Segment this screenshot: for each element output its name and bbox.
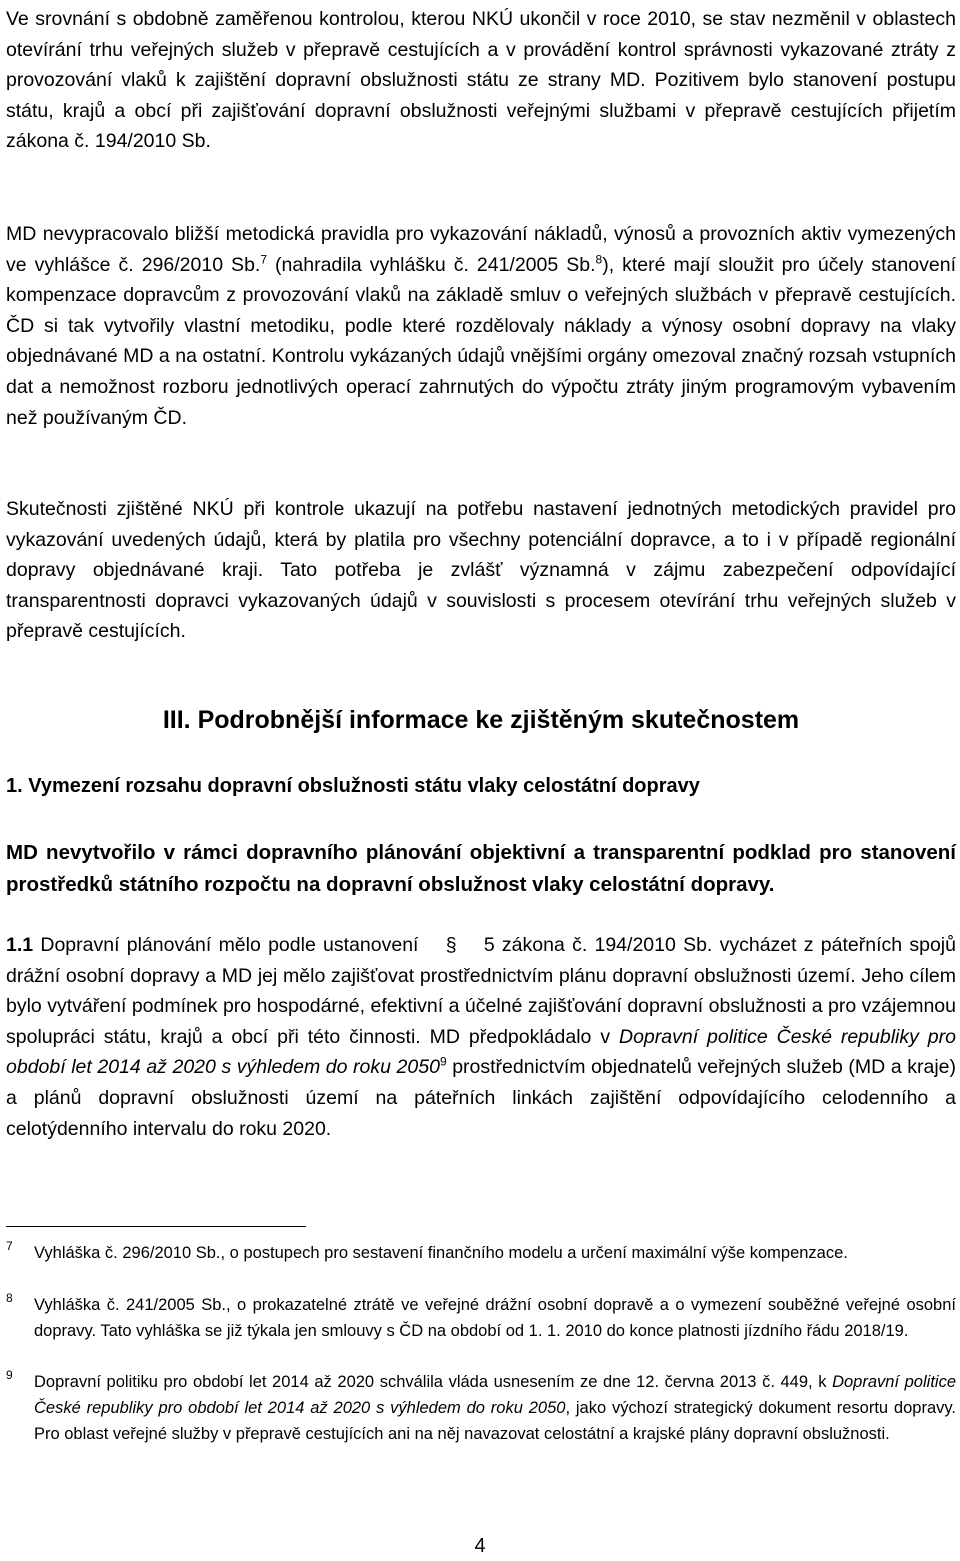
footnote-text-part: Dopravní politiku pro období let 2014 až 2020 schválila vláda usnesením ze dne 12. června 2013 č. 449, k	[34, 1373, 833, 1391]
footnote-ref-8[interactable]: 8	[595, 252, 603, 267]
footnote-number: 8	[6, 1291, 13, 1305]
paragraph-comparison: Ve srovnání s obdobně zaměřenou kontrolou, kterou NKÚ ukončil v roce 2010, se stav nezměnil v oblastech otevírání trhu veřejných služeb v přepravě cestujících a v provádění kontrol správnosti vykazované ztráty z provozování vlaků k zajištění dopravní obslužnosti státu ze strany MD. Pozitivem bylo stanovení postupu státu, krajů a obcí při zajišťování dopravní obslužnosti veřejnými službami v přepravě cestujících přijetím zákona č. 194/2010 Sb.	[6, 8, 956, 153]
footnote-8	[6, 1292, 956, 1344]
footnote-number: 7	[6, 1239, 13, 1253]
paragraph-text: ), které mají sloužit pro účely stanovení kompenzace dopravcům z provozování vlaků na základě smluv o veřejných službách v přepravě cestujících. ČD si tak vytvořily vlastní metodiku, podle které rozdělovaly náklady a výnosy osobní dopravy na vlaky objednávané MD a na ostatní. Kontrolu vykázaných údajů vnějšími orgány omezoval značný rozsah vstupních dat a nemožnost rozboru jednotlivých operací zahrnutých do výpočtu ztráty jiným programovým vybavením než používaným ČD.	[6, 253, 956, 429]
paragraph-text: (nahradila vyhlášku č. 241/2005 Sb.	[267, 253, 596, 276]
subsection-heading: 1. Vymezení rozsahu dopravní obslužnosti státu vlaky celostátní dopravy	[6, 775, 700, 797]
paragraph-findings: Skutečnosti zjištěné NKÚ při kontrole ukazují na potřebu nastavení jednotných metodických pravidel pro vykazování uvedených údajů, která by platila pro všechny potenciální dopravce, a to i v případě regionální dopravy objednávané kraji. Tato potřeba je zvlášť významná v zájmu zabezpečení odpovídající transparentnosti dopravci vykazovaných údajů v souvislosti s procesem otevírání trhu veřejných služeb v přepravě cestujících.	[6, 498, 956, 643]
footnote-number: 9	[6, 1368, 13, 1382]
paragraph-number: 1.1	[6, 934, 34, 956]
paragraph-text: prostřednictvím objednatelů veřejných služeb (MD a kraje) a plánů dopravní obslužnosti území na páteřních linkách zajištění odpovídajícího celodenního a celotýdenního intervalu do roku 2020.	[6, 1056, 956, 1140]
policy-title: Dopravní politice České republiky pro období let 2014 až 2020 s výhledem do roku 2050	[34, 1373, 956, 1417]
footnote-separator	[6, 1226, 306, 1227]
page-number: 4	[474, 1535, 486, 1557]
paragraph-methodology	[6, 219, 956, 433]
finding-summary: MD nevytvořilo v rámci dopravního plánování objektivní a transparentní podklad pro stanovení prostředků státního rozpočtu na dopravní obslužnost vlaky celostátní dopravy.	[6, 841, 956, 896]
section-heading: III. Podrobnější informace ke zjištěným skutečnostem	[162, 706, 800, 734]
footnote-7	[6, 1240, 956, 1266]
footnote-text: Vyhláška č. 296/2010 Sb., o postupech pro sestavení finančního modelu a určení maximální výše kompenzace.	[34, 1244, 848, 1262]
section-sign: §	[445, 934, 457, 956]
footnote-ref-9[interactable]: 9	[439, 1054, 447, 1069]
footnote-9	[6, 1369, 956, 1447]
policy-title: Dopravní politice České republiky pro období let 2014 až 2020 s výhledem do roku 2050	[6, 1025, 956, 1079]
paragraph-1-1	[6, 930, 956, 1144]
paragraph-text: MD nevypracovalo bližší metodická pravidla pro vykazování nákladů, výnosů a provozních aktiv vymezených ve vyhlášce č. 296/2010 Sb.	[6, 223, 956, 276]
paragraph-text: Dopravní plánování mělo podle ustanovení	[33, 934, 426, 956]
paragraph-text: 5 zákona č. 194/2010 Sb. vycházet z páteřních spojů drážní osobní dopravy a MD jej mělo zajišťovat prostřednictvím plánu dopravní obslužnosti území. Jeho cílem bylo vytváření podmínek pro hospodárné, efektivní a účelné zajišťování dopravní obslužnosti a pro vzájemnou spolupráci státu, krajů a obcí při této činnosti. MD předpokládalo v	[6, 934, 956, 1048]
footnote-text: Vyhláška č. 241/2005 Sb., o prokazatelné ztrátě ve veřejné drážní osobní dopravě a o vymezení souběžné veřejné osobní dopravy. Tato vyhláška se již týkala jen smlouvy s ČD na období od 1. 1. 2010 do konce platnosti jízdního řádu 2018/19.	[34, 1296, 956, 1340]
footnote-text-part: , jako výchozí strategický dokument resortu dopravy. Pro oblast veřejné služby v přepravě cestujících ani na něj navazovat celostátní a krajské plány dopravní obslužnosti.	[34, 1399, 956, 1443]
footnote-text	[34, 1369, 956, 1447]
footnote-ref-7[interactable]: 7	[260, 252, 268, 267]
